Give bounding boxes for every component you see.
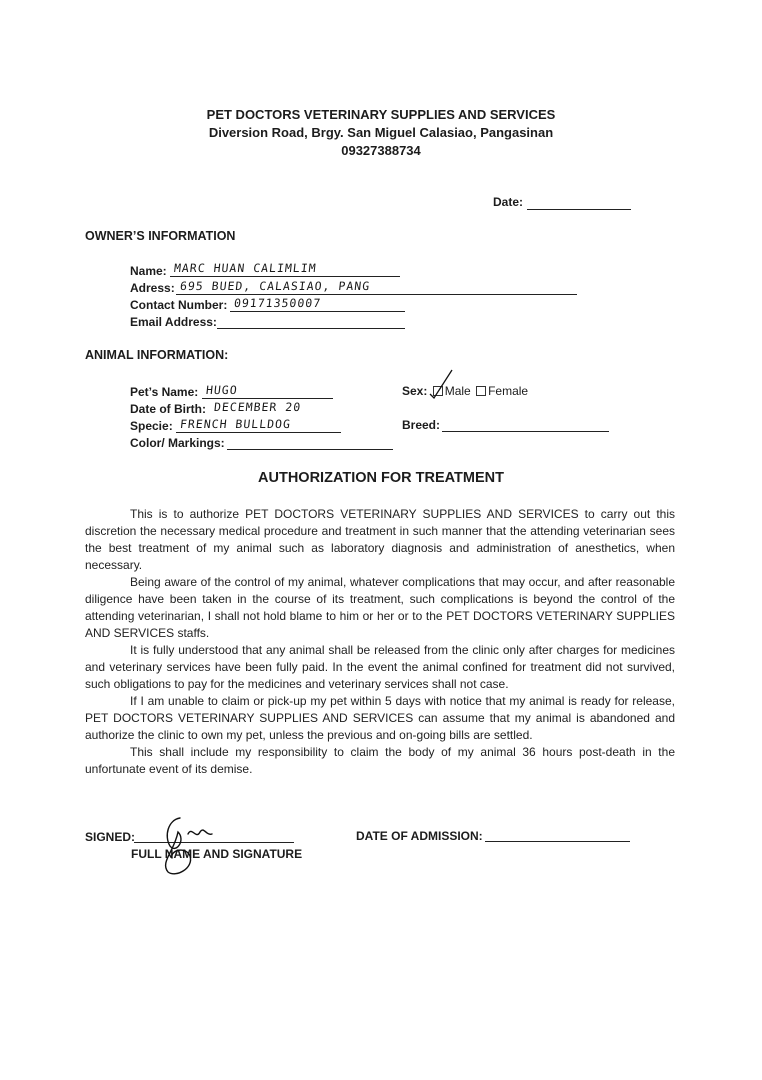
contact-number-value: 09171350007	[233, 296, 322, 310]
color-markings-field[interactable]	[227, 435, 393, 450]
date-field[interactable]	[527, 195, 631, 210]
breed-label: Breed:	[402, 418, 441, 432]
company-phone: 09327388734	[341, 143, 421, 158]
signed-label: SIGNED:	[85, 830, 136, 844]
specie-value: FRENCH BULLDOG	[179, 417, 292, 431]
handwritten-signature	[150, 812, 220, 880]
date-label: Date:	[493, 195, 524, 209]
owner-name-value: MARC HUAN CALIMLIM	[173, 261, 318, 275]
owner-name-label: Name:	[130, 264, 167, 278]
pet-name-label: Pet’s Name:	[130, 385, 199, 399]
admission-date-field[interactable]	[485, 827, 630, 842]
authorization-paragraph-1: This is to authorize PET DOCTORS VETERINARY SUPPLIES AND SERVICES to carry out this discretion the necessary medical procedure and treatment in such manner that the attending veterinarian sees the best treatment of my animal such as laboratory diagnosis and administration of anesthetics, when necessary.	[85, 507, 675, 572]
sex-field	[402, 384, 528, 398]
contact-number-label: Contact Number:	[130, 298, 228, 312]
sex-label: Sex:	[402, 384, 428, 398]
pet-name-field[interactable]	[202, 384, 333, 399]
breed-field[interactable]	[442, 417, 609, 432]
authorization-paragraph-3: It is fully understood that any animal shall be released from the clinic only after charges for medicines and veterinary services have been fully paid. In the event the animal confined for treatment did not survived, such obligations to pay for the medicines and veterinary services shall not case.	[85, 643, 675, 691]
animal-section-heading: ANIMAL INFORMATION:	[85, 348, 229, 362]
authorization-paragraph-4: If I am unable to claim or pick-up my pet within 5 days with notice that my animal is ready for release, PET DOCTORS VETERINARY SUPPLIES AND SERVICES can assume that my animal is abandoned and authorize the clinic to own my pet, unless the previous and on-going bills are settled.	[85, 694, 675, 742]
owner-address-label: Adress:	[130, 281, 175, 295]
company-address: Diversion Road, Brgy. San Miguel Calasiao, Pangasinan	[208, 125, 554, 140]
sex-female-label: Female	[488, 384, 529, 398]
owner-name-field[interactable]	[170, 262, 400, 277]
owner-section-heading: OWNER’S INFORMATION	[85, 229, 236, 243]
sex-female-checkbox[interactable]	[476, 386, 486, 396]
dob-field[interactable]	[210, 401, 342, 416]
email-field[interactable]	[217, 314, 405, 329]
authorization-body	[85, 506, 675, 778]
checkmark-icon	[428, 368, 454, 400]
sex-male-label: Male	[444, 384, 471, 398]
signature-caption: FULL NAME AND SIGNATURE	[131, 847, 303, 861]
specie-field[interactable]	[176, 418, 341, 433]
company-name: PET DOCTORS VETERINARY SUPPLIES AND SERVICES	[206, 107, 556, 122]
owner-address-value: 695 BUED, CALASIAO, PANG	[179, 279, 371, 293]
authorization-paragraph-2: Being aware of the control of my animal, whatever complications that may occur, and after reasonable diligence have been taken in the course of its treatment, such complications is beyond the control of the attending veterinarian, I shall not hold blame to him or her or to the PET DOCTORS VETERINARY SUPPLIES AND SERVICES staffs.	[85, 575, 675, 640]
dob-label: Date of Birth:	[130, 402, 206, 416]
authorization-title: AUTHORIZATION FOR TREATMENT	[258, 470, 504, 486]
authorization-paragraph-5: This shall include my responsibility to claim the body of my animal 36 hours post-death in the unfortunate event of its demise.	[85, 745, 675, 776]
email-label: Email Address:	[130, 315, 217, 329]
admission-date-label: DATE OF ADMISSION:	[356, 829, 483, 843]
color-markings-label: Color/ Markings:	[130, 436, 225, 450]
dob-value: DECEMBER 20	[213, 400, 302, 414]
contact-number-field[interactable]	[230, 297, 405, 312]
specie-label: Specie:	[130, 419, 173, 433]
owner-address-field[interactable]	[176, 280, 577, 295]
pet-name-value: HUGO	[205, 383, 239, 397]
